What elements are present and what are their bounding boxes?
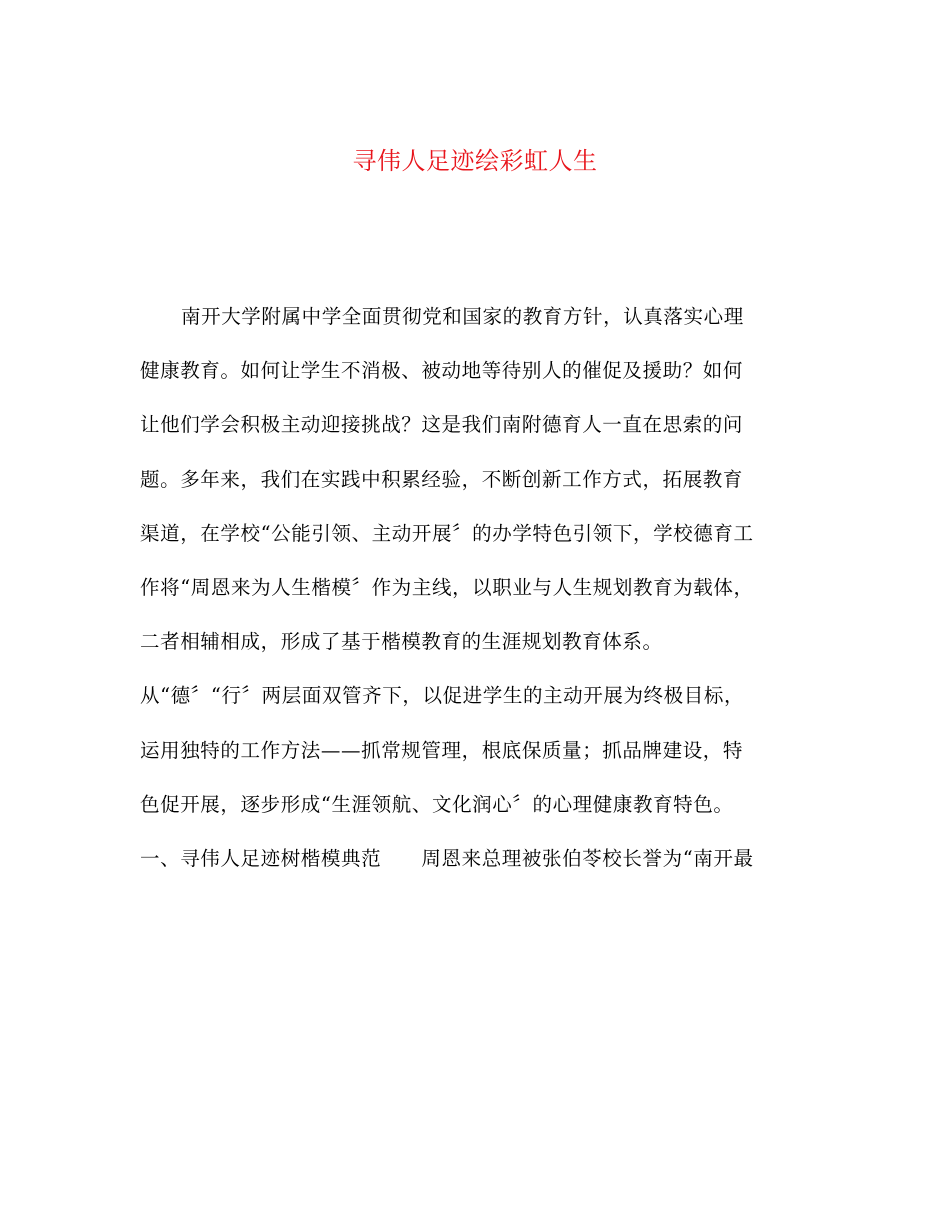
paragraph-line: 色促开展，逐步形成“生涯领航、文化润心〞的心理健康教育特色。 — [140, 792, 734, 816]
paragraph-line: 渠道，在学校“公能引领、主动开展〞的办学特色引领下，学校德育工 — [140, 521, 754, 545]
paragraph-line: 让他们学会积极主动迎接挑战？这是我们南附德育人一直在思索的问 — [140, 413, 744, 437]
section-heading-line: 一、寻伟人足迹树楷模典范 周恩来总理被张伯苓校长誉为“南开最 — [140, 846, 754, 870]
paragraph-line: 从“德〞“行〞两层面双管齐下，以促进学生的主动开展为终极目标， — [140, 684, 745, 708]
paragraph-line: 健康教育。如何让学生不消极、被动地等待别人的催促及援助？如何 — [140, 359, 744, 383]
paragraph-line: 题。多年来，我们在实践中积累经验，不断创新工作方式，拓展教育 — [140, 467, 744, 491]
document-title: 寻伟人足迹绘彩虹人生 — [352, 147, 598, 175]
paragraph-line: 作将“周恩来为人生楷模〞作为主线，以职业与人生规划教育为载体， — [140, 575, 754, 599]
paragraph-line: 南开大学附属中学全面贯彻党和国家的教育方针，认真落实心理 — [181, 305, 744, 328]
document-body — [140, 300, 810, 896]
paragraph-line: 二者相辅相成，形成了基于楷模教育的生涯规划教育体系。 — [140, 630, 663, 654]
paragraph-line: 运用独特的工作方法——抓常规管理，根底保质量；抓品牌建设，特 — [140, 738, 744, 762]
